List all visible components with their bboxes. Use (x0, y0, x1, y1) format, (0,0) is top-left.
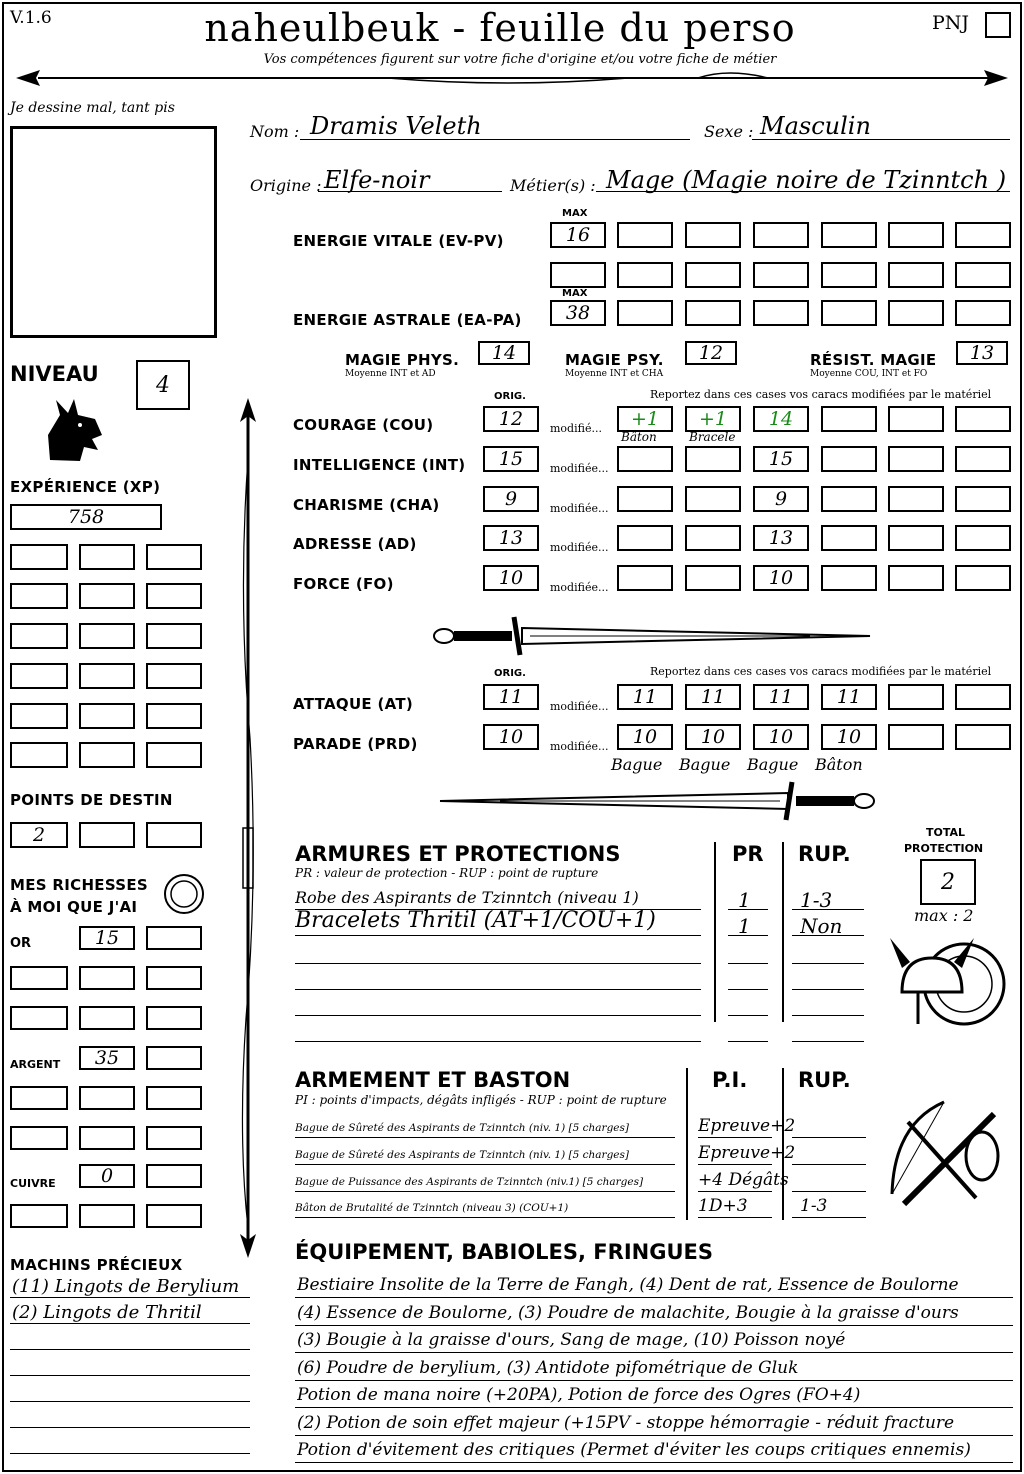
ev-box[interactable] (550, 262, 606, 288)
ev-box[interactable] (821, 222, 877, 248)
xp-box[interactable] (10, 663, 68, 689)
at-mod-box[interactable]: 11 (685, 684, 741, 710)
nom-value: Dramis Veleth (310, 112, 482, 140)
carac-mod-box[interactable] (821, 406, 877, 432)
armement-sub: PI : points d'impacts, dégâts infligés - RUP : point de rupture (295, 1093, 667, 1107)
at-mod-box[interactable]: 11 (617, 684, 673, 710)
xp-box[interactable] (10, 742, 68, 768)
carac-mod-box[interactable] (955, 486, 1011, 512)
version-label: V.1.6 (10, 8, 52, 28)
armement-title: ARMEMENT ET BASTON (295, 1068, 571, 1092)
weapons-icon (884, 1094, 1012, 1214)
ea-box[interactable] (617, 300, 673, 326)
niveau-box[interactable]: 4 (136, 360, 190, 410)
arme-rup-line[interactable] (792, 1116, 866, 1138)
carac-mod-box[interactable] (955, 565, 1011, 591)
ev-label: ENERGIE VITALE (EV-PV) (293, 232, 504, 250)
protection-label: PROTECTION (904, 842, 984, 855)
prd-mod-box[interactable]: 10 (685, 724, 741, 750)
carac-mod-box[interactable] (685, 486, 741, 512)
xp-box[interactable]: 758 (10, 504, 162, 530)
machins-item: (2) Lingots de Thritil (12, 1302, 202, 1323)
at-mod-box[interactable] (888, 684, 944, 710)
ev-box[interactable] (888, 222, 944, 248)
carac-mod-box[interactable] (888, 446, 944, 472)
ea-max-box[interactable]: 38 (550, 300, 606, 326)
armure-name-line[interactable] (295, 992, 701, 1016)
machins-line[interactable] (10, 1328, 250, 1350)
ea-label: ENERGIE ASTRALE (EA-PA) (293, 311, 522, 329)
armure-rup-line[interactable] (792, 1018, 864, 1042)
armures-divider (782, 842, 784, 1022)
portrait-box[interactable] (10, 126, 217, 338)
combat-mod-source: Bague (679, 755, 731, 774)
xp-box[interactable] (79, 544, 135, 570)
or-box[interactable] (79, 966, 135, 990)
at-modifie-label: modifiée... (550, 700, 609, 713)
combat-mod-source: Bague (747, 755, 799, 774)
ea-max-label: MAX (562, 288, 588, 299)
prd-label: PARADE (PRD) (293, 735, 418, 753)
or-box[interactable] (10, 966, 68, 990)
xp-box[interactable] (146, 623, 202, 649)
arme-rup: 1-3 (800, 1196, 828, 1216)
prd-mod-box[interactable] (888, 724, 944, 750)
modifie-label: modifié... (550, 422, 602, 435)
carac-mod-box[interactable] (821, 486, 877, 512)
armure-name-line[interactable] (295, 940, 701, 964)
arrow-divider-icon (8, 66, 1016, 90)
at-orig-box[interactable]: 11 (483, 684, 539, 710)
combat-note: Reportez dans ces cases vos caracs modifiées par le matériel (650, 665, 992, 678)
equipement-item: Bestiaire Insolite de la Terre de Fangh, (4) Dent de rat, Essence de Boulorne (297, 1275, 959, 1295)
carac-mod-box[interactable]: 10 (753, 565, 809, 591)
at-mod-box[interactable]: 11 (753, 684, 809, 710)
carac-mod-box[interactable] (821, 565, 877, 591)
carac-mod-box[interactable]: 15 (753, 446, 809, 472)
xp-box[interactable] (10, 703, 68, 729)
armure-pr-line[interactable] (728, 1018, 768, 1042)
carac-label: COURAGE (COU) (293, 416, 434, 434)
page-title: naheulbeuk - feuille du perso (204, 6, 796, 50)
resist-magie-label: RÉSIST. MAGIE (810, 351, 937, 369)
ev-max-label: MAX (562, 208, 588, 219)
ea-box[interactable] (685, 300, 741, 326)
richesses-label-2: À MOI QUE J'AI (10, 898, 138, 916)
carac-mod-box[interactable] (617, 486, 673, 512)
rup-header: RUP. (798, 842, 851, 866)
armure-rup-line[interactable] (792, 940, 864, 964)
cuivre-box[interactable] (146, 1164, 202, 1188)
helmet-shield-icon (888, 928, 1008, 1033)
carac-label: INTELLIGENCE (INT) (293, 456, 466, 474)
armure-name-line[interactable] (295, 966, 701, 990)
armure-pr-line[interactable] (728, 966, 768, 990)
xp-box[interactable] (10, 583, 68, 609)
carac-orig-box[interactable]: 15 (483, 446, 539, 472)
niveau-label: NIVEAU (10, 362, 99, 386)
armures-title: ARMURES ET PROTECTIONS (295, 842, 621, 866)
nom-label: Nom : (250, 122, 300, 141)
argent-box[interactable] (146, 1126, 202, 1150)
carac-mod-box[interactable] (955, 406, 1011, 432)
machins-label: MACHINS PRÉCIEUX (10, 1256, 183, 1274)
ea-box[interactable] (955, 300, 1011, 326)
pnj-checkbox[interactable] (985, 12, 1011, 38)
arme-pi: 1D+3 (698, 1196, 748, 1216)
carac-label: CHARISME (CHA) (293, 496, 440, 514)
modifie-label: modifiée... (550, 541, 609, 554)
carac-mod-box[interactable]: 9 (753, 486, 809, 512)
carac-mod-box[interactable] (888, 565, 944, 591)
or-box[interactable] (146, 926, 202, 950)
pr-header: PR (732, 842, 764, 866)
prd-orig-box[interactable]: 10 (483, 724, 539, 750)
carac-mod-box[interactable]: +1 (617, 406, 673, 432)
xp-box[interactable] (146, 663, 202, 689)
carac-mod-box[interactable] (617, 446, 673, 472)
carac-orig-box[interactable]: 10 (483, 565, 539, 591)
prd-mod-box[interactable]: 10 (617, 724, 673, 750)
armure-name: Bracelets Thritil (AT+1/COU+1) (295, 908, 656, 933)
carac-label: FORCE (FO) (293, 575, 394, 593)
coin-icon (162, 872, 206, 916)
xp-box[interactable] (79, 623, 135, 649)
xp-box[interactable] (146, 742, 202, 768)
cuivre-box[interactable] (10, 1204, 68, 1228)
cuivre-box[interactable]: 0 (79, 1164, 135, 1188)
arme-name: Bâton de Brutalité de Tzinntch (niveau 3) (COU+1) (295, 1202, 569, 1214)
carac-mod-box[interactable]: 14 (753, 406, 809, 432)
ev-box[interactable] (955, 262, 1011, 288)
at-label: ATTAQUE (AT) (293, 695, 414, 713)
ev-box[interactable] (685, 262, 741, 288)
argent-box[interactable] (146, 1046, 202, 1070)
machins-line[interactable] (10, 1406, 250, 1428)
or-box[interactable] (146, 966, 202, 990)
machins-line[interactable] (10, 1432, 250, 1454)
armure-pr: 1 (738, 914, 751, 938)
carac-mod-box[interactable] (821, 525, 877, 551)
machins-line[interactable] (10, 1354, 250, 1376)
combat-mod-source: Bâton (815, 755, 863, 774)
carac-mod-box[interactable] (821, 446, 877, 472)
equipement-item: (6) Poudre de berylium, (3) Antidote pifométrique de Gluk (297, 1357, 799, 1378)
equipement-item: Potion d'évitement des critiques (Permet d'éviter les coups critiques ennemis) (297, 1440, 971, 1460)
carac-mod-box[interactable] (955, 525, 1011, 551)
modifie-label: modifiée... (550, 502, 609, 515)
destin-box[interactable] (146, 822, 202, 848)
max-protection: max : 2 (914, 906, 974, 925)
resist-magie-box[interactable]: 13 (956, 341, 1008, 365)
arme-pi: Epreuve+2 (698, 1143, 796, 1163)
page-subtitle: Vos compétences figurent sur votre fiche d'origine et/ou votre fiche de métier (263, 52, 777, 67)
ev-box[interactable] (955, 222, 1011, 248)
xp-box[interactable] (79, 583, 135, 609)
magie-psy-sub: Moyenne INT et CHA (565, 369, 664, 379)
prd-mod-box[interactable] (955, 724, 1011, 750)
armement-divider (686, 1068, 688, 1220)
pi-header: P.I. (712, 1068, 748, 1092)
xp-box[interactable] (79, 742, 135, 768)
carac-label: ADRESSE (AD) (293, 535, 417, 553)
prd-mod-box[interactable]: 10 (821, 724, 877, 750)
metier-value: Mage (Magie noire de Tzinntch ) (606, 166, 1007, 194)
arme-name: Bague de Sûreté des Aspirants de Tzinntch (niv. 1) [5 charges] (295, 1122, 629, 1134)
or-box[interactable] (10, 1006, 68, 1030)
carac-mod-box[interactable] (888, 525, 944, 551)
xp-box[interactable] (79, 663, 135, 689)
ev-box[interactable] (753, 222, 809, 248)
at-mod-box[interactable] (955, 684, 1011, 710)
metier-label: Métier(s) : (510, 176, 596, 195)
ea-box[interactable] (888, 300, 944, 326)
argent-box[interactable] (79, 1086, 135, 1110)
combat-orig-label: ORIG. (494, 668, 526, 679)
magie-phys-box[interactable]: 14 (478, 341, 530, 365)
xp-box[interactable] (146, 703, 202, 729)
arme-pi: +4 Dégâts (698, 1170, 789, 1190)
argent-box[interactable] (79, 1126, 135, 1150)
carac-mod-source: Bracele (689, 430, 736, 444)
combat-mod-source: Bague (611, 755, 663, 774)
pnj-label: PNJ (932, 12, 970, 34)
armure-name-line[interactable] (295, 1018, 701, 1042)
magie-phys-label: MAGIE PHYS. (345, 351, 460, 369)
argent-box[interactable] (10, 1086, 68, 1110)
ev-box[interactable] (685, 222, 741, 248)
or-label: OR (10, 936, 32, 951)
equipement-title: ÉQUIPEMENT, BABIOLES, FRINGUES (295, 1240, 713, 1264)
or-box[interactable]: 15 (79, 926, 135, 950)
carac-mod-box[interactable] (888, 486, 944, 512)
machins-line[interactable] (10, 1380, 250, 1402)
arme-name: Bague de Puissance des Aspirants de Tzinntch (niv.1) [5 charges] (295, 1176, 644, 1188)
argent-label: ARGENT (10, 1058, 61, 1071)
xp-box[interactable] (146, 583, 202, 609)
prd-mod-box[interactable]: 10 (753, 724, 809, 750)
argent-box[interactable] (10, 1126, 68, 1150)
caracs-orig-label: ORIG. (494, 391, 526, 402)
sexe-label: Sexe : (704, 122, 754, 141)
ev-box[interactable] (617, 262, 673, 288)
arme-name: Bague de Sûreté des Aspirants de Tzinntch (niv. 1) [5 charges] (295, 1149, 629, 1161)
ev-box[interactable] (821, 262, 877, 288)
carac-mod-box[interactable] (955, 446, 1011, 472)
carac-orig-box[interactable]: 9 (483, 486, 539, 512)
prd-modifie-label: modifiée... (550, 740, 609, 753)
destin-box[interactable]: 2 (10, 822, 68, 848)
carac-mod-source: Bâton (621, 430, 657, 444)
arme-rup-line[interactable] (792, 1143, 866, 1165)
magie-psy-label: MAGIE PSY. (565, 351, 664, 369)
equipement-item: (4) Essence de Boulorne, (3) Poudre de malachite, Bougie à la graisse d'ours (297, 1302, 959, 1323)
carac-orig-box[interactable]: 13 (483, 525, 539, 551)
or-box[interactable] (146, 1006, 202, 1030)
armure-pr: 1 (738, 888, 751, 912)
armure-rup: 1-3 (800, 888, 833, 912)
destin-label: POINTS DE DESTIN (10, 791, 173, 809)
carac-orig-box[interactable]: 12 (483, 406, 539, 432)
machins-item: (11) Lingots de Berylium (12, 1276, 240, 1297)
xp-box[interactable] (10, 544, 68, 570)
resist-magie-sub: Moyenne COU, INT et FO (810, 369, 928, 379)
cuivre-label: CUIVRE (10, 1177, 56, 1190)
rup-header: RUP. (798, 1068, 851, 1092)
dragon-icon (40, 395, 108, 465)
sword-icon (430, 780, 880, 822)
carac-mod-box[interactable] (685, 446, 741, 472)
total-protection-box[interactable]: 2 (920, 859, 976, 905)
cuivre-box[interactable] (146, 1204, 202, 1228)
destin-box[interactable] (79, 822, 135, 848)
cuivre-box[interactable] (79, 1204, 135, 1228)
armures-sub: PR : valeur de protection - RUP : point de rupture (295, 866, 599, 880)
richesses-label: MES RICHESSES (10, 876, 149, 894)
ea-box[interactable] (821, 300, 877, 326)
at-mod-box[interactable]: 11 (821, 684, 877, 710)
modifie-label: modifiée... (550, 462, 609, 475)
armure-rup-line[interactable] (792, 966, 864, 990)
carac-mod-box[interactable]: +1 (685, 406, 741, 432)
ea-box[interactable] (753, 300, 809, 326)
equipement-item: (2) Potion de soin effet majeur (+15PV - stoppe hémorragie - réduit fracture (297, 1412, 955, 1433)
equipement-item: Potion de mana noire (+20PA), Potion de force des Ogres (FO+4) (297, 1385, 861, 1405)
arme-rup-line[interactable] (792, 1170, 866, 1192)
total-label: TOTAL (926, 826, 966, 839)
arme-pi: Epreuve+2 (698, 1116, 796, 1136)
carac-mod-box[interactable]: 13 (753, 525, 809, 551)
caracs-note: Reportez dans ces cases vos caracs modifiées par le matériel (650, 388, 992, 401)
argent-box[interactable]: 35 (79, 1046, 135, 1070)
equipement-item: (3) Bougie à la graisse d'ours, Sang de mage, (10) Poisson noyé (297, 1330, 846, 1350)
modifie-label: modifiée... (550, 581, 609, 594)
ev-box[interactable] (617, 222, 673, 248)
xp-label: EXPÉRIENCE (XP) (10, 478, 161, 496)
carac-mod-box[interactable] (685, 565, 741, 591)
carac-mod-box[interactable] (685, 525, 741, 551)
origine-value: Elfe-noir (324, 166, 430, 194)
portrait-caption: Je dessine mal, tant pis (10, 100, 175, 116)
ev-box[interactable] (753, 262, 809, 288)
armure-pr-line[interactable] (728, 940, 768, 964)
armure-rup-line[interactable] (792, 992, 864, 1016)
sexe-value: Masculin (760, 112, 871, 140)
armure-rup: Non (800, 914, 843, 938)
ev-max-box[interactable]: 16 (550, 222, 606, 248)
magie-phys-sub: Moyenne INT et AD (345, 369, 436, 379)
armure-name: Robe des Aspirants de Tzinntch (niveau 1) (295, 888, 639, 907)
carac-mod-box[interactable] (617, 525, 673, 551)
sword-icon (430, 615, 880, 657)
argent-box[interactable] (146, 1086, 202, 1110)
armures-divider (714, 842, 716, 1022)
carac-mod-box[interactable] (617, 565, 673, 591)
ev-box[interactable] (888, 262, 944, 288)
xp-box[interactable] (10, 623, 68, 649)
armure-pr-line[interactable] (728, 992, 768, 1016)
origine-label: Origine : (250, 176, 322, 195)
magie-psy-box[interactable]: 12 (685, 341, 737, 365)
or-box[interactable] (79, 1006, 135, 1030)
carac-mod-box[interactable] (888, 406, 944, 432)
staff-icon (228, 398, 268, 1258)
xp-box[interactable] (79, 703, 135, 729)
xp-box[interactable] (146, 544, 202, 570)
